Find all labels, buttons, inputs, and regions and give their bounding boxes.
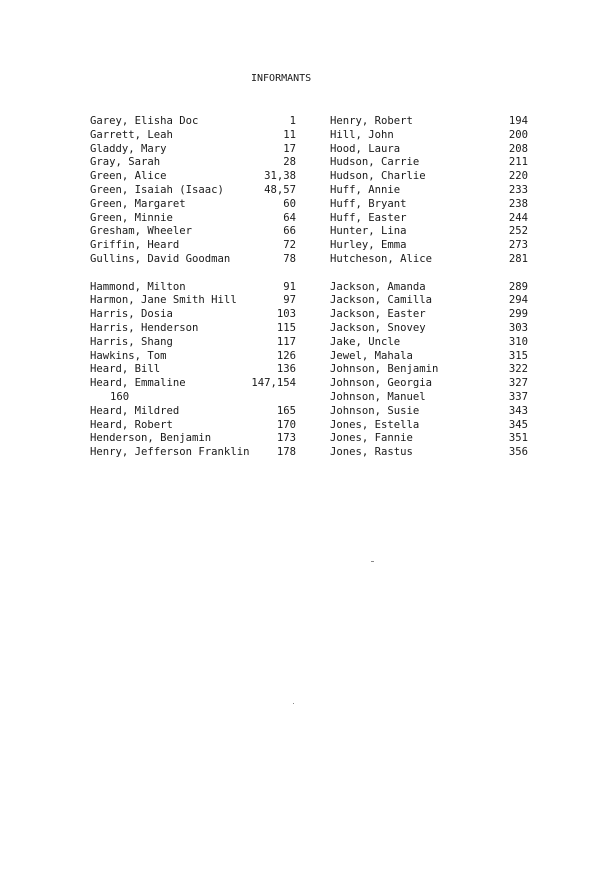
page-numbers: 310 — [508, 335, 528, 348]
page-numbers: 28 — [283, 156, 296, 169]
page-numbers: 233 — [508, 183, 528, 196]
page-numbers: 281 — [508, 252, 528, 265]
informant-name: Heard, Robert — [90, 418, 173, 431]
page-numbers: 200 — [508, 128, 528, 141]
page-numbers: 78 — [283, 252, 296, 265]
page-numbers: 72 — [283, 239, 296, 252]
informant-name: Harmon, Jane Smith Hill — [90, 294, 237, 307]
informant-name: Green, Margaret — [90, 197, 186, 210]
page-numbers: 315 — [508, 349, 528, 362]
page-numbers: 208 — [508, 142, 528, 155]
informant-name: Harris, Henderson — [90, 321, 199, 334]
index-column-right — [330, 115, 528, 460]
index-entry — [330, 170, 528, 184]
index-entry — [330, 198, 528, 212]
index-entry — [90, 432, 296, 446]
index-entry — [330, 156, 528, 170]
page-numbers: 337 — [508, 390, 528, 403]
index-entry — [90, 115, 296, 129]
informant-name: Jones, Rastus — [330, 446, 413, 459]
index-entry — [90, 253, 296, 267]
page-numbers: 60 — [283, 197, 296, 210]
informant-name: Hood, Laura — [330, 142, 401, 155]
index-entry — [90, 184, 296, 198]
informant-name: Green, Minnie — [90, 211, 173, 224]
informant-name: Jackson, Amanda — [330, 280, 426, 293]
page-numbers: 356 — [508, 446, 528, 459]
page-numbers: 17 — [283, 142, 296, 155]
informant-name: Garrett, Leah — [90, 128, 173, 141]
stray-mark — [371, 561, 374, 562]
page-numbers: 345 — [508, 418, 528, 431]
index-entry — [330, 294, 528, 308]
informant-name: Jackson, Easter — [330, 308, 426, 321]
informant-name: Harris, Dosia — [90, 308, 173, 321]
index-entry — [90, 281, 296, 295]
page-numbers: 252 — [508, 225, 528, 238]
index-entry — [330, 143, 528, 157]
informant-name: Henry, Jefferson Franklin — [90, 446, 250, 459]
page-numbers: 165 — [276, 404, 296, 417]
index-entry — [90, 308, 296, 322]
page-numbers: 238 — [508, 197, 528, 210]
informant-name: Johnson, Benjamin — [330, 363, 439, 376]
index-entry — [330, 322, 528, 336]
page-numbers: 303 — [508, 321, 528, 334]
index-entry — [330, 225, 528, 239]
index-entry — [330, 129, 528, 143]
page-numbers: 115 — [276, 321, 296, 334]
informant-name: Jones, Fannie — [330, 432, 413, 445]
index-entry — [90, 336, 296, 350]
informant-name: Jones, Estella — [330, 418, 420, 431]
page-numbers: 178 — [276, 446, 296, 459]
index-entry — [90, 419, 296, 433]
index-entry — [90, 377, 296, 391]
page-numbers: 273 — [508, 239, 528, 252]
index-entry — [330, 377, 528, 391]
page-numbers: 48,57 — [264, 183, 296, 196]
page-numbers: 91 — [283, 280, 296, 293]
informant-name: Huff, Easter — [330, 211, 407, 224]
informant-name: Gresham, Wheeler — [90, 225, 193, 238]
informant-name: Hudson, Charlie — [330, 170, 426, 183]
index-entry — [330, 391, 528, 405]
page-numbers: 211 — [508, 156, 528, 169]
informant-name: Hunter, Lina — [330, 225, 407, 238]
index-entry — [90, 198, 296, 212]
index-entry — [90, 405, 296, 419]
index-entry — [330, 212, 528, 226]
informant-name: Hurley, Emma — [330, 239, 407, 252]
index-entry — [90, 156, 296, 170]
page-numbers: 244 — [508, 211, 528, 224]
informant-name: Harris, Shang — [90, 335, 173, 348]
page-numbers: 194 — [508, 115, 528, 127]
informant-name: Henderson, Benjamin — [90, 432, 212, 445]
informant-name: Heard, Mildred — [90, 404, 180, 417]
index-entry — [90, 446, 296, 460]
index-entry — [330, 350, 528, 364]
page-numbers: 126 — [276, 349, 296, 362]
index-column-left — [90, 115, 296, 460]
informant-name: Griffin, Heard — [90, 239, 180, 252]
index-entry — [90, 294, 296, 308]
page-numbers: 299 — [508, 308, 528, 321]
informant-name: Gullins, David Goodman — [90, 252, 231, 265]
informant-name: Jewel, Mahala — [330, 349, 413, 362]
page-numbers: 66 — [283, 225, 296, 238]
informant-name: Garey, Elisha Doc — [90, 115, 199, 127]
index-entry — [330, 446, 528, 460]
index-entry — [330, 253, 528, 267]
page-numbers: 117 — [276, 335, 296, 348]
page-numbers: 294 — [508, 294, 528, 307]
page-title: INFORMANTS — [251, 73, 312, 84]
page-numbers: 31,38 — [264, 170, 296, 183]
index-entry — [330, 239, 528, 253]
index-entry — [330, 405, 528, 419]
page-numbers: 343 — [508, 404, 528, 417]
informant-name: Gladdy, Mary — [90, 142, 167, 155]
index-entry — [330, 308, 528, 322]
informant-name: Jake, Uncle — [330, 335, 401, 348]
page-numbers: 289 — [508, 280, 528, 293]
index-entry — [90, 239, 296, 253]
index-entry — [90, 225, 296, 239]
page-numbers: 327 — [508, 377, 528, 390]
informant-name: Johnson, Susie — [330, 404, 420, 417]
page-numbers: 170 — [276, 418, 296, 431]
index-entry — [330, 336, 528, 350]
index-entry — [90, 350, 296, 364]
page-numbers: 136 — [276, 363, 296, 376]
index-entry — [330, 184, 528, 198]
informant-name: Heard, Bill — [90, 363, 161, 376]
informant-name: Johnson, Georgia — [330, 377, 433, 390]
index-entry — [330, 432, 528, 446]
page-numbers: 64 — [283, 211, 296, 224]
page-numbers: 11 — [283, 128, 296, 141]
index-entry — [90, 322, 296, 336]
group-spacer — [90, 267, 296, 281]
informant-name: Green, Alice — [90, 170, 167, 183]
informant-name: Hutcheson, Alice — [330, 252, 433, 265]
page-numbers-continuation: 160 — [110, 390, 130, 403]
informant-name: Huff, Annie — [330, 183, 401, 196]
index-entry — [90, 212, 296, 226]
page-numbers: 351 — [508, 432, 528, 445]
page-numbers: 220 — [508, 170, 528, 183]
page-numbers: 322 — [508, 363, 528, 376]
index-entry — [90, 170, 296, 184]
informant-name: Hammond, Milton — [90, 280, 186, 293]
index-entry — [330, 363, 528, 377]
index-entry — [90, 143, 296, 157]
informant-name: Hawkins, Tom — [90, 349, 167, 362]
informant-name: Hudson, Carrie — [330, 156, 420, 169]
informant-name: Green, Isaiah (Isaac) — [90, 183, 224, 196]
page-numbers: 147,154 — [251, 377, 296, 390]
informant-name: Jackson, Camilla — [330, 294, 433, 307]
informant-name: Heard, Emmaline — [90, 377, 186, 390]
index-entry — [90, 363, 296, 377]
index-entry — [330, 115, 528, 129]
index-entry — [330, 419, 528, 433]
informant-name: Jackson, Snovey — [330, 321, 426, 334]
index-entry — [330, 281, 528, 295]
page-numbers: 97 — [283, 294, 296, 307]
page-numbers: 173 — [276, 432, 296, 445]
group-spacer — [330, 267, 528, 281]
stray-mark — [293, 703, 294, 704]
informant-name: Johnson, Manuel — [330, 390, 426, 403]
index-entry — [90, 129, 296, 143]
informant-name: Hill, John — [330, 128, 394, 141]
informant-name: Huff, Bryant — [330, 197, 407, 210]
page-numbers: 103 — [276, 308, 296, 321]
informant-name: Henry, Robert — [330, 115, 413, 127]
page-numbers: 1 — [289, 115, 296, 127]
informant-name: Gray, Sarah — [90, 156, 161, 169]
